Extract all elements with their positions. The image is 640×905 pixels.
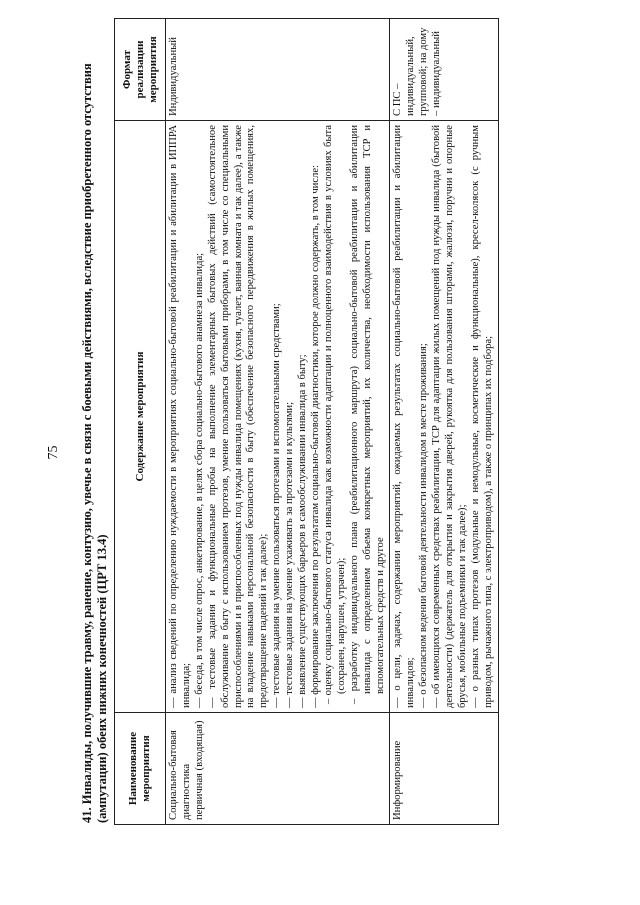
content-item: — выявление существующих барьеров в самообслуживании инвалида в быту; — [297, 354, 309, 708]
header-name: Наименование мероприятия — [115, 713, 166, 825]
content-item: — о цели, задачах, содержании мероприятий, ожидаемых результатах социально-бытовой реабилитации и абилитации инвалидов; — [392, 125, 417, 708]
page-number: 75 — [46, 445, 61, 460]
row-name-cell: Информирование — [390, 713, 498, 825]
row-name-cell: Социально-бытовая диагностика первичная (входящая) — [166, 713, 390, 825]
table-row — [166, 19, 390, 825]
row-format-cell: Индивидуальный — [166, 19, 390, 121]
content-item: — формирование заключения по результатам социально-бытовой диагностики, которое должно содержать, в том числе: — [309, 165, 321, 708]
content-item: — беседа, в том числе опрос, анкетирование, в целях сбора социально-бытового анамнеза инвалида; — [193, 252, 205, 708]
content-item: — анализ сведений по определению нуждаемости в мероприятиях социально-бытовой реабилитации и абилитации в ИППРА инвалида; — [168, 125, 192, 708]
table-row — [390, 19, 498, 825]
content-item: — о разных типах протезов (модульные и немодульные, косметические и функциональные), кресел-колясок (с ручным приводом, рычажного типа, с электроприводом), а также о принципах их подбора; — [469, 125, 494, 708]
header-format: Формат реализации мероприятия — [115, 19, 166, 121]
row-format-cell: С ПС – индивидуальный, групповой; на дому – индивидуальный — [390, 19, 498, 121]
content-subitem: – оценку социально-бытового статуса инвалида как возможности адаптации и полноценного взаимодействия в условиях быта (сохранен, нарушен, утрачен); — [322, 125, 347, 704]
content-item: — об имеющихся современных средствах реабилитации, ТСР для адаптации жилых помещений под нужды инвалида (бытовой деятельности) (держатель для открытия и закрытия дверей, рукоятка для пользования шторами, жалюзи, поручни и опорные брусья, мобильные подъемники и так далее); — [431, 125, 468, 708]
content-subitem: – разработку индивидуального плана (реабилитационного маршрута) социально-бытовой реабилитации и абилитации инвалида с определением объема конкретных мероприятий, их количества, необходимости использования ТСР и вспомогательных средств и другое — [348, 125, 386, 704]
table-header-row — [115, 19, 166, 825]
content-item: — о безопасном ведении бытовой деятельности инвалидом в месте проживания; — [418, 343, 430, 708]
content-item: — тестовые задания на умение пользоваться протезами и вспомогательными средствами; — [271, 303, 283, 708]
measures-table — [114, 18, 499, 825]
row-content-cell — [390, 121, 498, 713]
content-item: — тестовые задания и функциональные пробы на выполнение элементарных бытовых действий (самостоятельное обслуживание в быту с использованием протезов, умение пользоваться бытовыми приборами, в том числе со специальными приспособлениями и в приспособленных под нужды инвалида помещениях (кухня, туалет, ванная комната и так далее), а также на владение навыками персональной безопасности в быту (обеспечение безопасного передвижения в жилых помещениях, предотвращение падений и так далее); — [206, 125, 270, 708]
header-content: Содержание мероприятия — [115, 121, 166, 713]
section-heading: 41. Инвалиды, получившие травму, ранение, контузию, увечье в связи с боевыми действиями, вследствие приобретенного отсутствия (ампутации) обеих нижних конечностей (ЦРТ 13.4) — [80, 63, 109, 823]
content-item: — тестовые задания на умение ухаживать за протезами и культями; — [284, 401, 296, 708]
row-content-cell — [166, 121, 390, 713]
